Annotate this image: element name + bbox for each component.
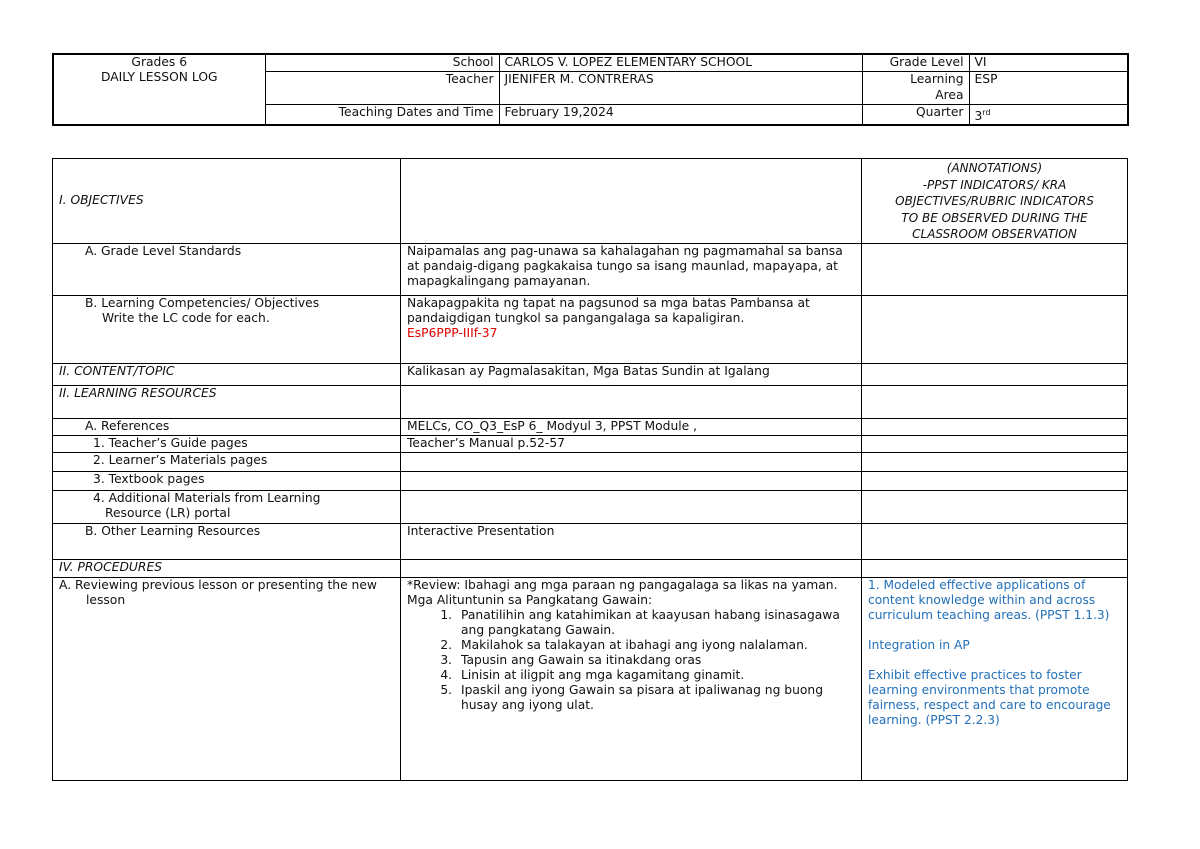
content-heading: II. CONTENT/TOPIC (53, 363, 401, 385)
procedure-a-row (53, 577, 1128, 780)
lr-portal-row (53, 490, 1128, 523)
learning-area-label-line1: Learning (862, 72, 969, 89)
header-table (52, 53, 1129, 126)
annotation-ppst-1-1-3: 1. Modeled effective applications of content knowledge within and across curriculum teaching areas. (PPST 1.1.3) (868, 577, 1110, 622)
lc-value: Nakapagpakita ng tapat na pagsunod sa mga batas Pambansa at pandaigdigan tungkol sa pangangalaga sa kapaligiran. (407, 295, 810, 325)
learning-competencies-row (53, 295, 1128, 363)
rule-item: 3. Tapusin ang Gawain sa itinakdang oras (456, 653, 855, 668)
references-value: MELCs, CO_Q3_EsP 6_ Modyul 3, PPST Module , (401, 418, 862, 435)
grade-level-standards-row (53, 243, 1128, 295)
lc-label: B. Learning Competencies/ Objectives (85, 295, 320, 310)
references-label: A. References (53, 418, 401, 435)
resources-annotation (862, 385, 1128, 418)
gls-label: A. Grade Level Standards (53, 243, 401, 295)
lr-portal-label-cell (53, 490, 401, 523)
review-text: *Review: Ibahagi ang mga paraan ng pangagalaga sa likas na yaman. (407, 577, 838, 592)
learners-materials-value (401, 452, 862, 471)
annotations-line: OBJECTIVES/RUBRIC INDICATORS (895, 194, 1094, 208)
school-label: School (265, 54, 499, 72)
learners-materials-row (53, 452, 1128, 471)
annotations-line: -PPST INDICATORS/ KRA (922, 177, 1067, 192)
learners-materials-label: 2. Learner’s Materials pages (53, 452, 401, 471)
annotations-header (862, 159, 1128, 244)
other-resources-value: Interactive Presentation (401, 523, 862, 559)
annotations-line: (ANNOTATIONS) (946, 161, 1043, 175)
school-value: CARLOS V. LOPEZ ELEMENTARY SCHOOL (499, 54, 862, 72)
rule-item: 2. Makilahok sa talakayan at ibahagi ang iyong nalalaman. (456, 638, 855, 653)
references-row (53, 418, 1128, 435)
content-value: Kalikasan ay Pagmalasakitan, Mga Batas Sundin at Igalang (401, 363, 862, 385)
gls-annotation (862, 243, 1128, 295)
textbook-label: 3. Textbook pages (53, 471, 401, 490)
log-title-cell (53, 54, 265, 125)
lc-value-cell (401, 295, 862, 363)
textbook-annotation (862, 471, 1128, 490)
procedure-a-label: A. Reviewing previous lesson or presenting the new lesson (59, 577, 377, 607)
dates-value: February 19,2024 (499, 105, 862, 126)
resources-heading: II. LEARNING RESOURCES (53, 385, 401, 418)
procedures-row (53, 559, 1128, 577)
other-resources-annotation (862, 523, 1128, 559)
daily-lesson-log-title: DAILY LESSON LOG (100, 70, 218, 84)
gls-value: Naipamalas ang pag-unawa sa kahalagahan ng pagmamahal sa bansa at pandaig-digang pagkakaisa tungo sa isang maunlad, mapayapa, at mapagkalingang pamayanan. (401, 243, 862, 295)
objectives-heading: I. OBJECTIVES (53, 159, 401, 244)
lc-sublabel: Write the LC code for each. (102, 310, 270, 325)
lesson-table (52, 158, 1128, 781)
lr-portal-value (401, 490, 862, 523)
grade-level-label: Grade Level (862, 54, 969, 72)
objectives-empty-cell (401, 159, 862, 244)
quarter-value (969, 105, 1128, 126)
lc-code: EsP6PPP-IIIf-37 (407, 325, 498, 340)
procedure-a-annotation (862, 577, 1128, 780)
other-resources-row (53, 523, 1128, 559)
content-annotation (862, 363, 1128, 385)
procedures-heading: IV. PROCEDURES (53, 559, 401, 577)
teachers-guide-label: 1. Teacher’s Guide pages (53, 435, 401, 452)
teachers-guide-value: Teacher’s Manual p.52-57 (401, 435, 862, 452)
lr-portal-label: 4. Additional Materials from Learning (93, 490, 321, 505)
other-resources-label: B. Other Learning Resources (53, 523, 401, 559)
lr-portal-annotation (862, 490, 1128, 523)
grade-level-value: VI (969, 54, 1128, 72)
annotation-spacer (868, 653, 1121, 668)
dates-label: Teaching Dates and Time (265, 105, 499, 126)
procedures-annotation (862, 559, 1128, 577)
lc-annotation (862, 295, 1128, 363)
annotation-spacer (868, 623, 1121, 638)
textbook-row (53, 471, 1128, 490)
rule-5-line2: husay ang iyong ulat. (461, 697, 594, 712)
annotations-line: TO BE OBSERVED DURING THE (901, 210, 1088, 225)
rules-title: Mga Alituntunin sa Pangkatang Gawain: (407, 592, 653, 607)
rule-5-line1: 5. Ipaskil ang iyong Gawain sa pisara at ipaliwanag ng buong (461, 682, 824, 697)
teachers-guide-annotation (862, 435, 1128, 452)
annotation-integration: Integration in AP (868, 637, 970, 652)
textbook-value (401, 471, 862, 490)
procedures-empty (401, 559, 862, 577)
quarter-label: Quarter (862, 105, 969, 126)
teacher-label: Teacher (265, 72, 499, 105)
learning-area-value: ESP (969, 72, 1128, 105)
resources-empty (401, 385, 862, 418)
learners-materials-annotation (862, 452, 1128, 471)
grades-label: Grades 6 (131, 55, 188, 69)
lc-label-cell (53, 295, 401, 363)
procedure-a-label-cell (53, 577, 401, 780)
lr-portal-sublabel: Resource (LR) portal (105, 505, 231, 520)
content-row (53, 363, 1128, 385)
procedure-a-content (401, 577, 862, 780)
teacher-value: JIENIFER M. CONTRERAS (499, 72, 862, 105)
resources-row (53, 385, 1128, 418)
quarter-number: 3 (974, 109, 983, 124)
learning-area-label-line2: Area (862, 88, 969, 105)
rule-item-5 (456, 683, 855, 713)
quarter-suffix: rd (982, 108, 991, 117)
rule-item: 1. Panatilihin ang katahimikan at kaayusan habang isinasagawa ang pangkatang Gawain. (456, 608, 855, 638)
teachers-guide-row (53, 435, 1128, 452)
objectives-row (53, 159, 1128, 244)
rules-list (407, 608, 855, 713)
rule-item: 4. Linisin at iligpit ang mga kagamitang ginamit. (456, 668, 855, 683)
annotations-line: CLASSROOM OBSERVATION (912, 227, 1077, 241)
references-annotation (862, 418, 1128, 435)
annotation-ppst-2-2-3: Exhibit effective practices to foster learning environments that promote fairness, respect and care to encourage learning. (PPST 2.2.3) (868, 667, 1111, 727)
